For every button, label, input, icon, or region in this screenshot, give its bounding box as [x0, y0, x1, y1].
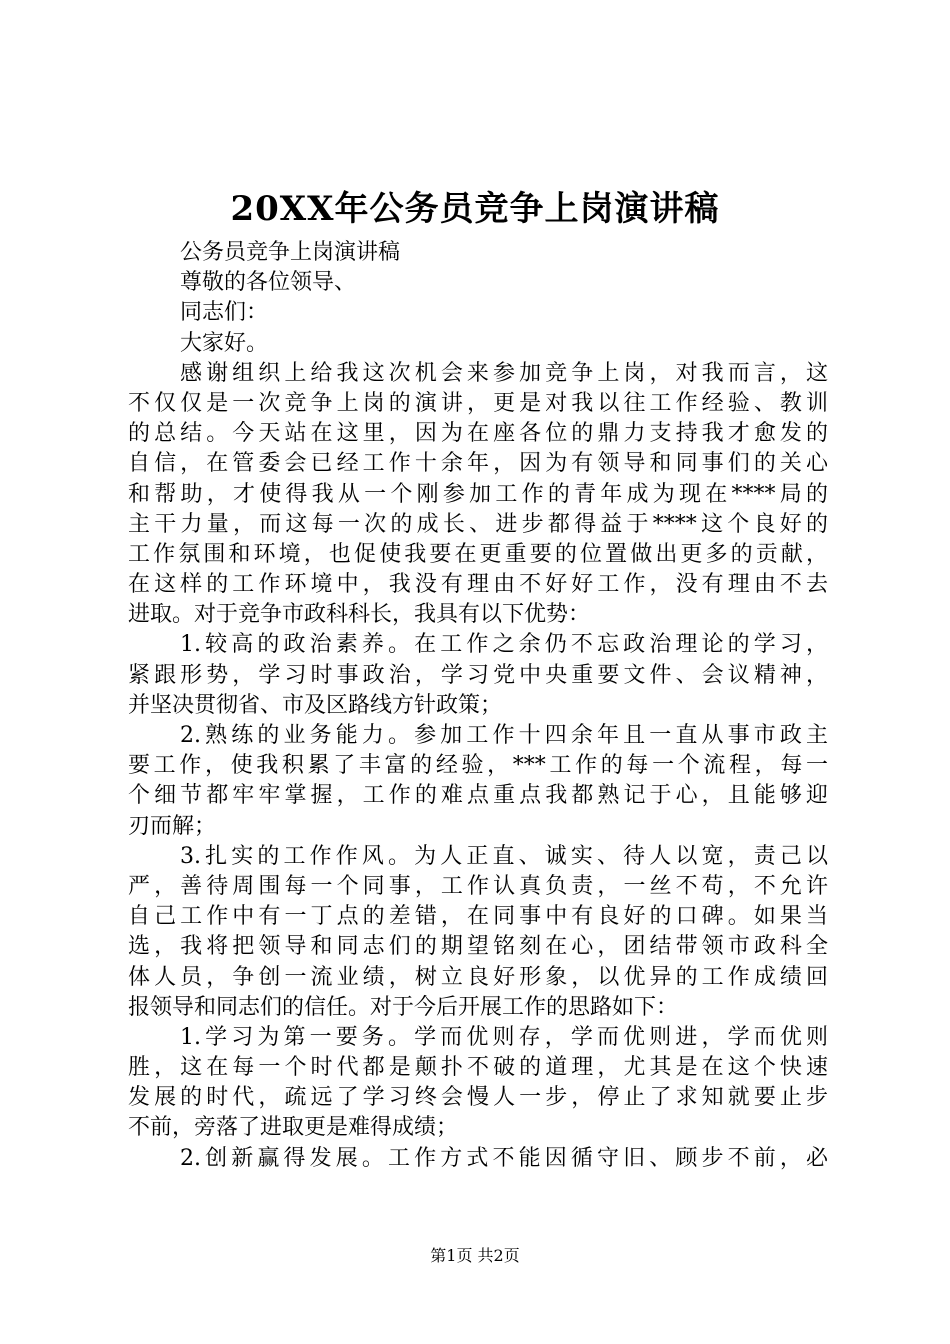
paragraph-line: 不仅仅是一次竞争上岗的演讲，更是对我以往工作经验、教训	[128, 390, 828, 416]
paragraph-line: 报领导和同志们的信任。对于今后开展工作的思路如下：	[128, 994, 679, 1020]
paragraph-line: 自己工作中有一丁点的差错，在同事中有良好的口碑。如果当	[128, 904, 828, 930]
page-footer: 第1页 共2页	[430, 1246, 520, 1265]
paragraph-line: 公务员竞争上岗演讲稿	[180, 240, 401, 265]
paragraph-line: 自信，在管委会已经工作十余年，因为有领导和同事们的关心	[128, 451, 828, 477]
paragraph-line: 主干力量，而这每一次的成长、进步都得益于****这个良好的	[128, 511, 828, 537]
paragraph-line: 工作氛围和环境，也促使我要在更重要的位置做出更多的贡献，	[128, 541, 828, 567]
paragraph-line: 感谢组织上给我这次机会来参加竞争上岗，对我而言，这	[180, 360, 828, 386]
paragraph-line: 不前，旁落了进取更是难得成绩；	[128, 1115, 459, 1141]
document-body	[128, 238, 828, 1174]
paragraph-line: 紧跟形势，学习时事政治，学习党中央重要文件、会议精神，	[128, 662, 828, 688]
paragraph-line: 大家好。	[180, 330, 269, 356]
paragraph-line: 进取。对于竞争市政科科长，我具有以下优势：	[128, 602, 591, 628]
paragraph-line: 发展的时代，疏远了学习终会慢人一步，停止了求知就要止步	[128, 1085, 828, 1111]
document-title: 20XX年公务员竞争上岗演讲稿	[230, 189, 720, 229]
paragraph-line: 1.学习为第一要务。学而优则存，学而优则进，学而优则	[180, 1024, 828, 1050]
paragraph-line: 的总结。今天站在这里，因为在座各位的鼎力支持我才愈发的	[128, 421, 828, 447]
paragraph-line: 选，我将把领导和同志们的期望铭刻在心，团结带领市政科全	[128, 934, 828, 960]
paragraph-line: 尊敬的各位领导、	[180, 270, 357, 296]
paragraph-line: 同志们：	[180, 300, 269, 326]
paragraph-line: 2.创新赢得发展。工作方式不能因循守旧、顾步不前，必	[180, 1145, 828, 1171]
paragraph-line: 2.熟练的业务能力。参加工作十四余年且一直从事市政主	[180, 723, 828, 748]
paragraph-line: 1.较高的政治素养。在工作之余仍不忘政治理论的学习，	[180, 632, 828, 658]
paragraph-line: 胜，这在每一个时代都是颠扑不破的道理，尤其是在这个快速	[128, 1055, 828, 1081]
paragraph-line: 严，善待周围每一个同事，工作认真负责，一丝不苟，不允许	[128, 873, 828, 899]
paragraph-line: 体人员，争创一流业绩，树立良好形象，以优异的工作成绩回	[128, 964, 828, 990]
paragraph-line: 在这样的工作环境中，我没有理由不好好工作，没有理由不去	[128, 572, 828, 598]
paragraph-line: 并坚决贯彻省、市及区路线方针政策；	[128, 692, 503, 718]
paragraph-line: 个细节都牢牢掌握，工作的难点重点我都熟记于心，且能够迎	[128, 783, 828, 809]
paragraph-line: 3.扎实的工作作风。为人正直、诚实、待人以宽，责己以	[180, 843, 828, 869]
paragraph-line: 要工作，使我积累了丰富的经验，***工作的每一个流程，每一	[128, 753, 828, 779]
paragraph-line: 刃而解；	[128, 813, 217, 839]
paragraph-line: 和帮助，才使得我从一个刚参加工作的青年成为现在****局的	[128, 481, 828, 507]
